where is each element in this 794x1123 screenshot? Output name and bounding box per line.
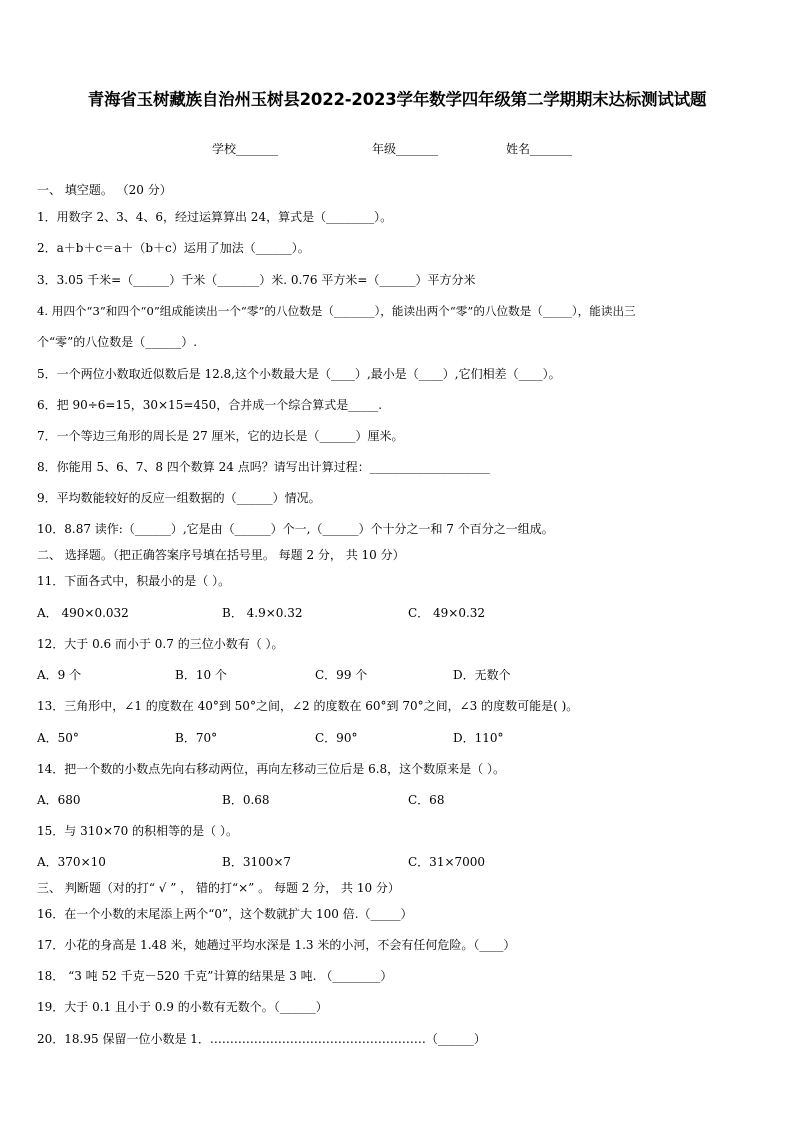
question-15: 15．与 310×70 的积相等的是（ ）。 xyxy=(37,824,238,838)
question-12-option-b[interactable]: B．10 个 xyxy=(175,668,227,682)
question-14: 14．把一个数的小数点先向右移动两位，再向左移动三位后是 6.8，这个数原来是（ ）。 xyxy=(37,762,505,776)
section-judge-heading: 三、 判断题（对的打“ √ ” ， 错的打“×” 。 每题 2 分， 共 10 分） xyxy=(37,881,400,895)
question-11: 11．下面各式中，积最小的是（ ）。 xyxy=(37,574,231,588)
question-7: 7．一个等边三角形的周长是 27 厘米，它的边长是（______）厘米。 xyxy=(37,429,404,443)
question-1: 1．用数字 2、3、4、6，经过运算算出 24，算式是（________）。 xyxy=(37,210,393,224)
question-15-option-a[interactable]: A．370×10 xyxy=(37,855,106,869)
question-15-option-c[interactable]: C．31×7000 xyxy=(408,855,486,869)
question-14-option-c[interactable]: C．68 xyxy=(408,793,445,807)
question-9: 9．平均数能较好的反应一组数据的（______）情况。 xyxy=(37,491,321,505)
section-fill-heading: 一、 填空题。 （20 分） xyxy=(37,183,172,197)
name-field[interactable]: 姓名_______ xyxy=(506,142,573,156)
question-4-line-2: 个“零”的八位数是（______）. xyxy=(37,335,198,349)
question-12-option-d[interactable]: D．无数个 xyxy=(453,668,511,682)
question-10: 10．8.87 读作:（______）,它是由（______）个一,（______）个十分之一和 7 个百分之一组成。 xyxy=(37,522,554,536)
question-13-option-a[interactable]: A．50° xyxy=(37,731,79,745)
question-2: 2．a＋b＋c＝a＋（b＋c）运用了加法（______）。 xyxy=(37,241,310,255)
grade-field[interactable]: 年级_______ xyxy=(372,142,439,156)
question-11-option-a[interactable]: A． 490×0.032 xyxy=(37,606,129,620)
question-8: 8．你能用 5、6、7、8 四个数算 24 点吗？请写出计算过程：____________________ xyxy=(37,460,490,474)
question-3: 3．3.05 千米=（______）千米（_______）米. 0.76 平方米=（______）平方分米 xyxy=(37,273,476,287)
question-11-option-b[interactable]: B． 4.9×0.32 xyxy=(222,606,303,620)
question-17: 17．小花的身高是 1.48 米，她趟过平均水深是 1.3 米的小河，不会有任何危险。（____） xyxy=(37,938,516,952)
question-4-line-1: 4. 用四个“3”和四个“0”组成能读出一个“零”的八位数是（_______），能读出两个“零”的八位数是（_____），能读出三 xyxy=(37,304,636,318)
section-choice-heading: 二、 选择题。（把正确答案序号填在括号里。 每题 2 分， 共 10 分） xyxy=(37,548,405,562)
question-6: 6．把 90÷6=15，30×15=450，合并成一个综合算式是_____. xyxy=(37,398,383,412)
school-field[interactable]: 学校_______ xyxy=(212,142,279,156)
page-title: 青海省玉树藏族自治州玉树县2022-2023学年数学四年级第二学期期末达标测试试题 xyxy=(87,90,707,109)
question-12: 12．大于 0.6 而小于 0.7 的三位小数有（ ）。 xyxy=(37,637,284,651)
question-12-option-a[interactable]: A．9 个 xyxy=(37,668,82,682)
question-19: 19．大于 0.1 且小于 0.9 的小数有无数个。（______） xyxy=(37,1000,328,1014)
question-5: 5．一个两位小数取近似数后是 12.8,这个小数最大是（____）,最小是（____）,它们相差（____）。 xyxy=(37,367,561,381)
question-13-option-d[interactable]: D．110° xyxy=(453,731,504,745)
question-18: 18． “3 吨 52 千克－520 千克”计算的结果是 3 吨. （________） xyxy=(37,969,393,983)
question-13: 13．三角形中，∠1 的度数在 40°到 50°之间，∠2 的度数在 60°到 70°之间，∠3 的度数可能是( )。 xyxy=(37,699,579,713)
question-12-option-c[interactable]: C．99 个 xyxy=(315,668,368,682)
question-15-option-b[interactable]: B．3100×7 xyxy=(222,855,292,869)
question-20: 20．18.95 保留一位小数是 1．………………………………………………（______） xyxy=(37,1032,486,1046)
question-14-option-b[interactable]: B．0.68 xyxy=(222,793,270,807)
question-16: 16．在一个小数的末尾添上两个“0”，这个数就扩大 100 倍.（_____） xyxy=(37,907,413,921)
question-11-option-c[interactable]: C． 49×0.32 xyxy=(408,606,486,620)
question-13-option-c[interactable]: C．90° xyxy=(315,731,358,745)
question-13-option-b[interactable]: B．70° xyxy=(175,731,218,745)
question-14-option-a[interactable]: A．680 xyxy=(37,793,81,807)
